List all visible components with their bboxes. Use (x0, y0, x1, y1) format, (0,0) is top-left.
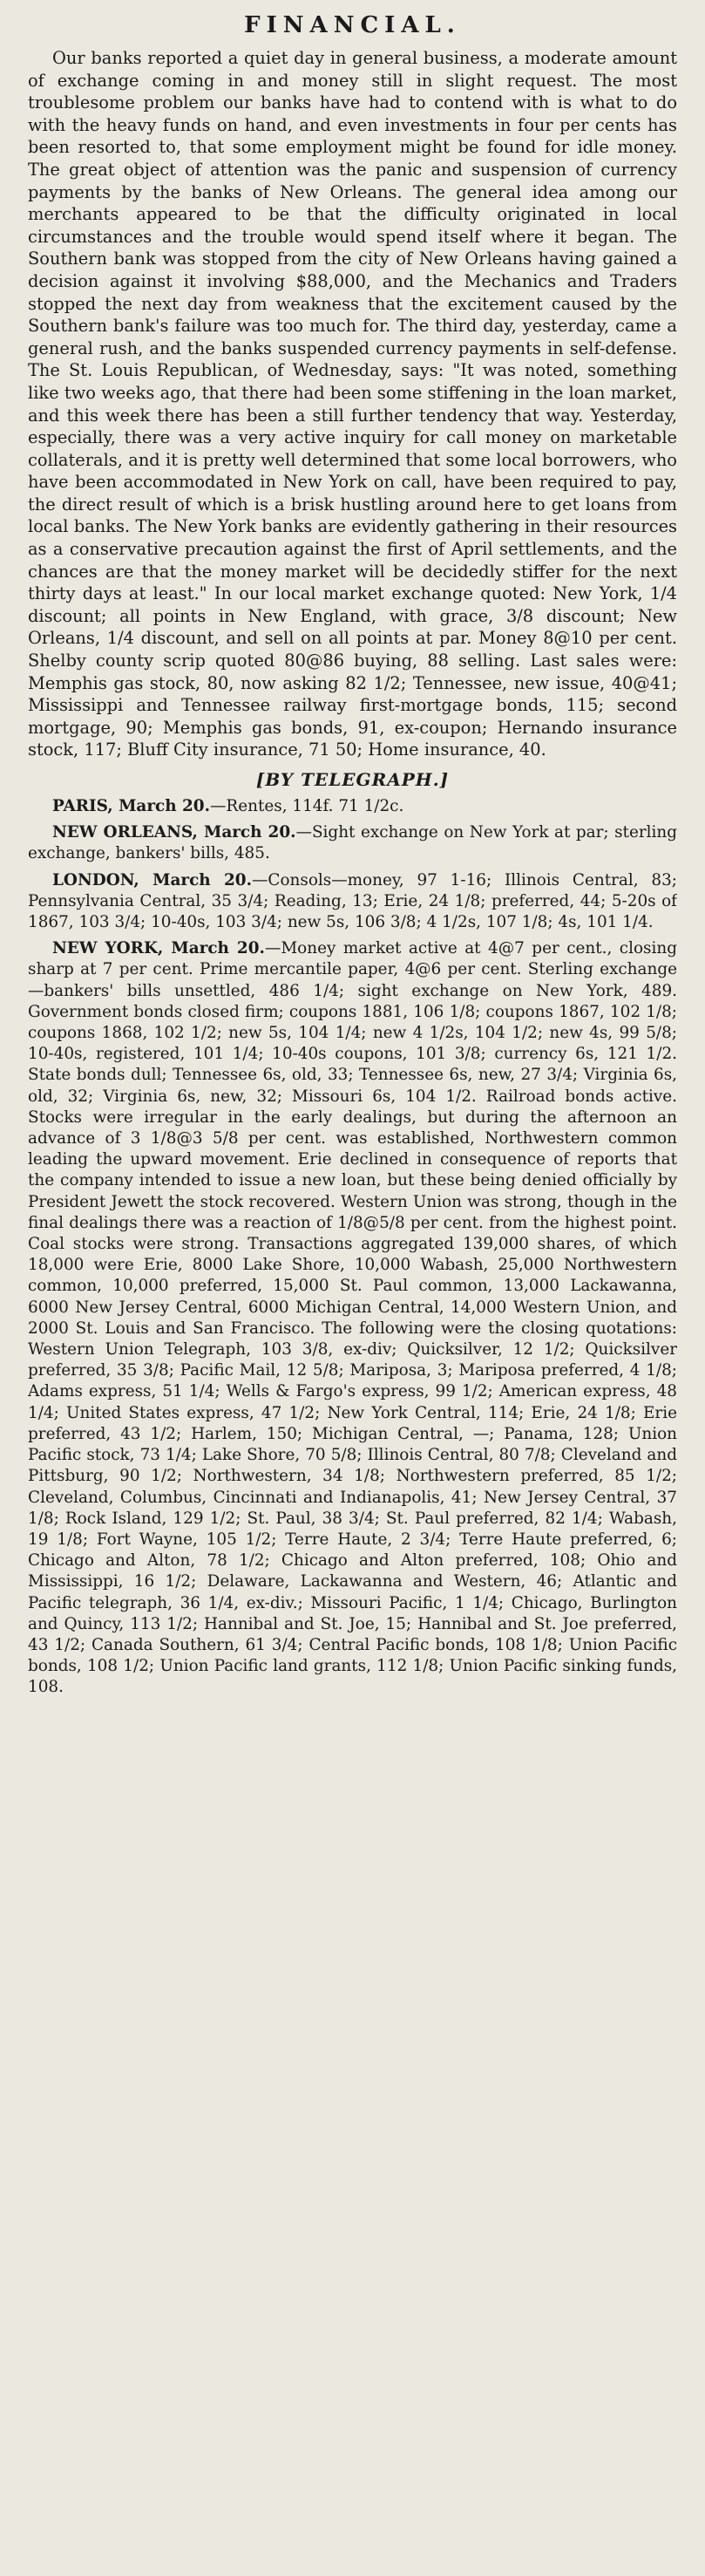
newspaper-column (28, 12, 677, 2548)
dispatch-place: NEW YORK, March 20. (52, 939, 265, 958)
financial-body-text: Our banks reported a quiet day in general business, a moderate amount of exchange coming in and money still in slight request. The most troublesome problem our banks have had to contend with is what to do with the heavy funds on hand, and even investments in four per cents has been resorted to, that some employment might be found for idle money. The great object of attention was the panic and suspension of currency payments by the banks of New Orleans. The general idea among our merchants appeared to be that the difficulty originated in local circumstances and the trouble would spend itself where it began. The Southern bank was stopped from the city of New Orleans having gained a decision against it involving $88,000, and the Mechanics and Traders stopped the next day from weakness that the excitement caused by the Southern bank's failure was too much for. The third day, yesterday, came a general rush, and the banks suspended currency payments in self-defense. The St. Louis Republican, of Wednesday, says: "It was noted, something like two weeks ago, that there had been some stiffening in the loan market, and this week there has been a still further tendency that way. Yesterday, especially, there was a very active inquiry for call money on marketable collaterals, and it is pretty well determined that some local borrowers, who have been accommodated in New York on call, have been required to pay, the direct result of which is a brisk hustling around here to get loans from local banks. The New York banks are evidently gathering in their resources as a conservative precaution against the first of April settlements, and the chances are that the money market will be decidedly stiffer for the next thirty days at least." In our local market exchange quoted: New York, 1/4 discount; all points in New England, with grace, 3/8 discount; New Orleans, 1/4 discount, and sell on all points at par. Money 8@10 per cent. Shelby county scrip quoted 80@86 buying, 88 selling. Last sales were: Memphis gas stock, 80, now asking 82 1/2; Tennessee, new issue, 40@41; Mississippi and Tennessee railway first-mortgage bonds, 115; second mortgage, 90; Memphis gas bonds, 91, ex-coupon; Hernando insurance stock, 117; Bluff City insurance, 71 50; Home insurance, 40. (28, 48, 677, 760)
dispatch-london (28, 870, 677, 934)
dispatch-text: —Rentes, 114f. 71 1/2c. (210, 797, 404, 815)
dispatch-text: —Money market active at 4@7 per cent., closing sharp at 7 per cent. Prime mercantile paper, 4@6 per cent. Sterling exchange—bankers' bills unsettled, 486 1/4; sight exchange on New York, 489. Government bonds closed firm; coupons 1881, 106 1/8; coupons 1867, 102 1/8; coupons 1868, 102 1/2; new 5s, 104 1/4; new 4 1/2s, 104 1/2; new 4s, 99 5/8; 10-40s, registered, 101 1/4; 10-40s coupons, 101 3/8; currency 6s, 121 1/2. State bonds dull; Tennessee 6s, old, 33; Tennessee 6s, new, 27 3/4; Virginia 6s, old, 32; Virginia 6s, new, 32; Missouri 6s, 104 1/2. Railroad bonds active. Stocks were irregular in the early dealings, but during the afternoon an advance of 3 1/8@3 5/8 per cent. was established, Northwestern common leading the upward movement. Erie declined in consequence of reports that the company intended to issue a new loan, but these being denied officially by President Jewett the stock recovered. Western Union was strong, though in the final dealings there was a reaction of 1/8@5/8 per cent. from the highest point. Coal stocks were strong. Transactions aggregated 139,000 shares, of which 18,000 were Erie, 8000 Lake Shore, 10,000 Wabash, 25,000 Northwestern common, 10,000 preferred, 15,000 St. Paul common, 13,000 Lackawanna, 6000 New Jersey Central, 6000 Michigan Central, 14,000 Western Union, and 2000 St. Louis and San Francisco. The following were the closing quotations: Western Union Telegraph, 103 3/8, ex-div; Quicksilver, 12 1/2; Quicksilver preferred, 35 3/8; Pacific Mail, 12 5/8; Mariposa, 3; Mariposa preferred, 4 1/8; Adams express, 51 1/4; Wells & Fargo's express, 99 1/2; American express, 48 1/4; United States express, 47 1/2; New York Central, 114; Erie, 24 1/8; Erie preferred, 43 1/2; Harlem, 150; Michigan Central, —; Panama, 128; Union Pacific stock, 73 1/4; Lake Shore, 70 5/8; Illinois Central, 80 7/8; Cleveland and Pittsburg, 90 1/2; Northwestern, 34 1/8; Northwestern preferred, 85 1/2; Cleveland, Columbus, Cincinnati and Indianapolis, 41; New Jersey Central, 37 1/8; Rock Island, 129 1/2; St. Paul, 38 3/4; St. Paul preferred, 82 1/4; Wabash, 19 1/8; Fort Wayne, 105 1/2; Terre Haute, 2 3/4; Terre Haute preferred, 6; Chicago and Alton, 78 1/2; Chicago and Alton preferred, 108; Ohio and Mississippi, 16 1/2; Delaware, Lackawanna and Western, 46; Atlantic and Pacific telegraph, 36 1/4, ex-div.; Missouri Pacific, 1 1/4; Chicago, Burlington and Quincy, 113 1/2; Hannibal and St. Joe, 15; Hannibal and St. Joe preferred, 43 1/2; Canada Southern, 61 3/4; Central Pacific bonds, 108 1/8; Union Pacific bonds, 108 1/2; Union Pacific land grants, 112 1/8; Union Pacific sinking funds, 108. (28, 939, 677, 1697)
dispatch-place: LONDON, March 20. (52, 870, 253, 889)
dispatch-new-orleans (28, 822, 677, 864)
dispatch-place: NEW ORLEANS, March 20. (52, 823, 296, 842)
telegraph-dispatches (28, 796, 677, 1699)
dispatch-text: —Consols—money, 97 1-16; Illinois Central, 83; Pennsylvania Central, 35 3/4; Reading, 13; Erie, 24 1/8; preferred, 44; 5-20s of 1867, 103 3/4; 10-40s, 103 3/4; new 5s, 106 3/8; 4 1/2s, 107 1/8; 4s, 101 1/4. (28, 870, 677, 932)
dispatch-paris (28, 796, 677, 817)
telegraph-subhead: [BY TELEGRAPH.] (255, 769, 450, 790)
dispatch-place: PARIS, March 20. (52, 797, 211, 815)
dispatch-new-york (28, 938, 677, 1698)
headline: FINANCIAL. (244, 12, 461, 38)
dispatch-text: —Sight exchange on New York at par; sterling exchange, bankers' bills, 485. (28, 823, 677, 863)
